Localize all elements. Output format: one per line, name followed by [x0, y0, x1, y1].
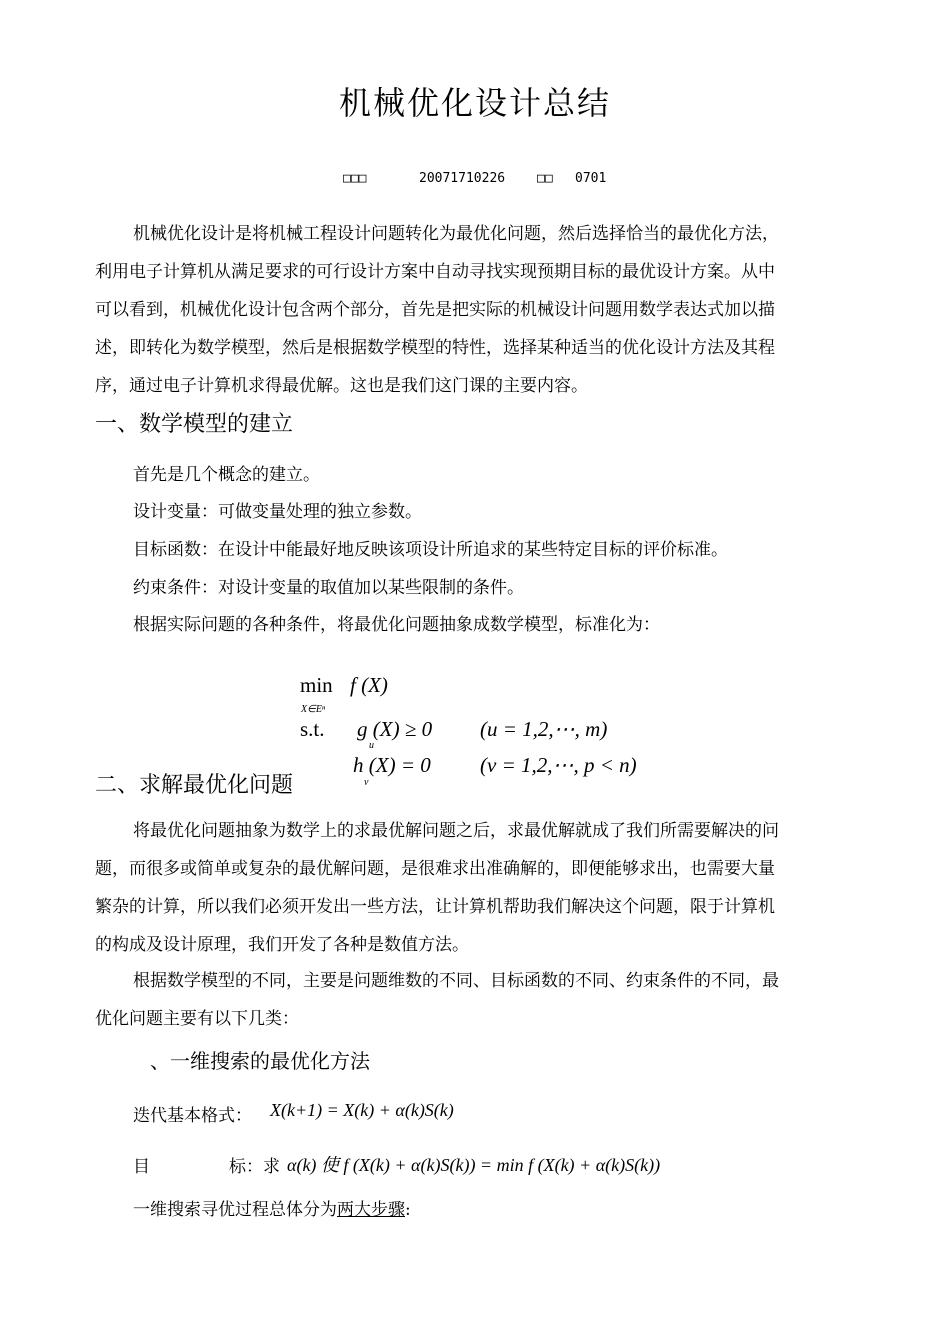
formula-inequality-range: (u = 1,2,⋯, m) [480, 717, 608, 741]
iteration-label: 迭代基本格式： [133, 1106, 252, 1126]
solve-line: 题，而很多或简单或复杂的最优解问题，是很难求出准确解的，即便能够求出，也需要大量 [95, 859, 775, 879]
formula-inequality: g (X) ≥ 0 [357, 717, 433, 741]
steps-emphasis: 两大步骤 [337, 1200, 405, 1220]
intro-line: 可以看到，机械优化设计包含两个部分，首先是把实际的机械设计问题用数学表达式加以描 [95, 300, 775, 320]
definition-objective-function: 目标函数：在设计中能最好地反映该项设计所追求的某些特定目标的评价标准。 [133, 540, 728, 560]
goal-formula: α(k) 使 f (X(k) + α(k)S(k)) = min f (X(k) + α(k)S(k)) [287, 1155, 661, 1175]
solve-line: 繁杂的计算，所以我们必须开发出一些方法，让计算机帮助我们解决这个问题，限于计算机 [95, 897, 775, 917]
iteration-formula: X(k+1) = X(k) + α(k)S(k) [270, 1100, 454, 1120]
formula-objective: f (X) [350, 673, 388, 697]
formula-st: s.t. [300, 717, 325, 741]
solve-line: 的构成及设计原理，我们开发了各种是数值方法。 [95, 935, 469, 955]
intro-line: 利用电子计算机从满足要求的可行设计方案中自动寻找实现预期目标的最优设计方案。从中 [95, 262, 775, 282]
class-label: □□ [537, 171, 553, 186]
formula-min: min [300, 673, 333, 697]
formula-equality-range: (v = 1,2,⋯, p < n) [480, 753, 637, 777]
solve-paragraph [95, 812, 857, 964]
definition-design-variable: 设计变量：可做变量处理的独立参数。 [133, 502, 422, 522]
steps-suffix: : [405, 1200, 411, 1220]
formula-equality: h (X) = 0 [353, 753, 431, 777]
intro-line: 述，即转化为数学模型，然后是根据数学模型的特性，选择某种适当的优化设计方法及其程 [95, 338, 775, 358]
formula-inequality-index: u [369, 740, 374, 751]
page-title: 机械优化设计总结 [338, 84, 611, 122]
formula-domain: X∈Eⁿ [301, 704, 326, 715]
subsection-heading-line-search: 、一维搜索的最优化方法 [150, 1049, 370, 1073]
line-search-steps-line [133, 1195, 411, 1220]
model-lead-in: 根据实际问题的各种条件，将最优化问题抽象成数学模型，标准化为： [133, 615, 660, 635]
intro-paragraph [95, 215, 857, 405]
solve-line: 将最优化问题抽象为数学上的求最优解问题之后，求最优解就成了我们所需要解决的问 [133, 821, 779, 841]
goal-label-a: 目 [133, 1157, 150, 1177]
author-name: □□□ [343, 171, 367, 186]
categories-line: 优化问题主要有以下几类： [95, 1009, 299, 1029]
goal-label-b: 标：求 [229, 1157, 280, 1177]
categories-line: 根据数学模型的不同，主要是问题维数的不同、目标函数的不同、约束条件的不同，最 [133, 971, 779, 991]
section-heading-model: 一、数学模型的建立 [95, 412, 294, 437]
intro-line: 序，通过电子计算机求得最优解。这也是我们这门课的主要内容。 [95, 376, 588, 396]
steps-prefix: 一维搜索寻优过程总体分为 [133, 1200, 337, 1220]
intro-line: 机械优化设计是将机械工程设计问题转化为最优化问题，然后选择恰当的最优化方法， [133, 224, 779, 244]
formula-equality-index: v [364, 777, 369, 788]
categories-paragraph [95, 962, 857, 1038]
section-heading-solve: 二、求解最优化问题 [95, 773, 294, 798]
definition-constraint: 约束条件：对设计变量的取值加以某些限制的条件。 [133, 578, 524, 598]
student-id: 20071710226 [419, 171, 506, 186]
class-number: 0701 [575, 171, 607, 186]
concept-intro: 首先是几个概念的建立。 [133, 465, 320, 485]
